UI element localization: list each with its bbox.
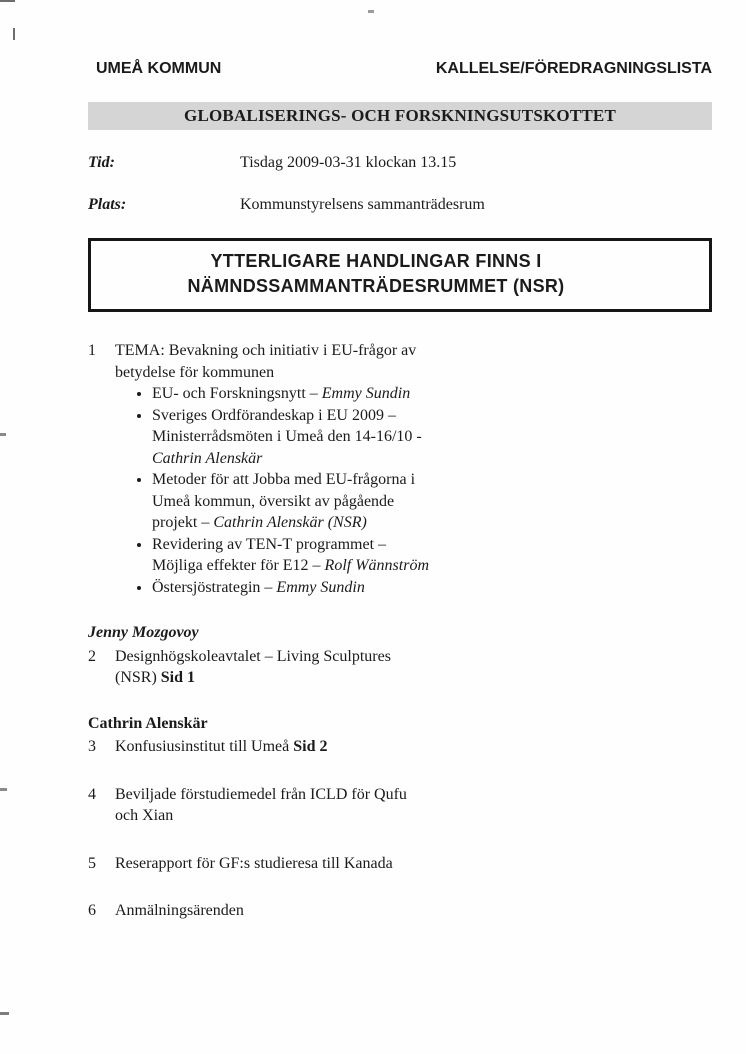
agenda-item-4-text: Beviljade förstudiemedel från ICLD för Qufu och Xian <box>115 785 407 824</box>
agenda-item-2 <box>88 646 712 689</box>
notice-box <box>88 238 712 312</box>
place-label: Plats: <box>88 196 127 213</box>
presenter-heading-jenny-mozgovoy: Jenny Mozgovoy <box>88 624 199 641</box>
scan-artifact <box>0 433 6 436</box>
agenda-item-body <box>115 736 433 758</box>
bullet-presenter: Emmy Sundin <box>321 385 411 402</box>
notice-line-2: NÄMNDSSAMMANTRÄDESRUMMET (NSR) <box>187 276 565 296</box>
agenda-item-6-text: Anmälningsärenden <box>115 902 244 919</box>
agenda-item-1-intro: TEMA: Bevakning och initiativ i EU-frågor av betydelse för kommunen <box>115 342 417 381</box>
bullet-text: Sveriges Ordförandeskap i EU 2009 – Ministerrådsmöten i Umeå den 14-16/10 - <box>152 406 422 445</box>
agenda-item-6 <box>88 900 712 922</box>
scan-artifact <box>0 0 15 2</box>
meta-row-place <box>88 196 712 214</box>
scan-artifact <box>368 10 374 13</box>
bullet-text: Revidering av TEN-T programmet – Möjliga effekter för E12 – <box>152 535 387 574</box>
page-ref: Sid 1 <box>160 669 196 686</box>
bullet-text: EU- och Forskningsnytt – <box>152 385 322 402</box>
scan-artifact <box>13 28 15 40</box>
agenda-item-number: 3 <box>88 738 96 755</box>
bullet-presenter: Rolf Wännström <box>324 557 429 574</box>
bullet-eu-forskningsnytt <box>152 383 433 405</box>
document-header <box>88 60 712 78</box>
page-ref: Sid 2 <box>293 738 328 755</box>
presenter-heading-cathrin-alenskar: Cathrin Alenskär <box>88 714 208 732</box>
org-name: UMEÅ KOMMUN <box>96 60 222 77</box>
agenda-item-3-text: Konfusiusinstitut till Umeå <box>115 738 294 755</box>
doc-type-title: KALLELSE/FÖREDRAGNINGSLISTA <box>435 60 712 77</box>
bullet-ten-t <box>152 534 433 577</box>
time-value: Tisdag 2009-03-31 klockan 13.15 <box>240 154 457 171</box>
agenda-item-number: 6 <box>88 902 96 919</box>
agenda-item-5 <box>88 853 712 875</box>
bullet-text: Metoder för att Jobba med EU-frågorna i Umeå kommun, översikt av pågående projekt – <box>152 471 416 531</box>
agenda-item-4 <box>88 784 712 827</box>
agenda-item-5-text: Reserapport för GF:s studieresa till Kanada <box>115 854 393 872</box>
bullet-presenter: Emmy Sundin <box>276 578 365 596</box>
agenda-item-1 <box>88 340 712 598</box>
agenda-item-1-bullets <box>115 383 433 598</box>
agenda-item-2-text: Designhögskoleavtalet – Living Sculptures (NSR) <box>115 647 391 686</box>
time-label: Tid: <box>88 154 115 171</box>
scan-artifact <box>0 1012 9 1015</box>
notice-line-1: YTTERLIGARE HANDLINGAR FINNS I <box>210 251 542 271</box>
bullet-ordforandeskap <box>152 405 433 470</box>
agenda-item-number: 2 <box>88 647 96 665</box>
committee-banner: GLOBALISERINGS- OCH FORSKNINGSUTSKOTTET <box>88 102 712 130</box>
content-column <box>88 60 712 922</box>
meta-row-time <box>88 154 712 172</box>
bullet-presenter: Cathrin Alenskär (NSR) <box>213 514 367 531</box>
place-value: Kommunstyrelsens sammanträdesrum <box>240 196 485 213</box>
bullet-ostersjostrategin <box>152 577 433 599</box>
bullet-metoder-eu <box>152 469 433 534</box>
agenda-item-body <box>115 340 433 598</box>
agenda-item-3 <box>88 736 712 758</box>
agenda-item-number: 4 <box>88 785 96 803</box>
agenda-item-number: 5 <box>88 854 96 872</box>
agenda-item-body <box>115 646 433 689</box>
scan-artifact <box>0 788 7 791</box>
bullet-text: Östersjöstrategin – <box>152 578 277 596</box>
bullet-presenter: Cathrin Alenskär <box>152 449 263 467</box>
agenda-item-number: 1 <box>88 342 96 359</box>
